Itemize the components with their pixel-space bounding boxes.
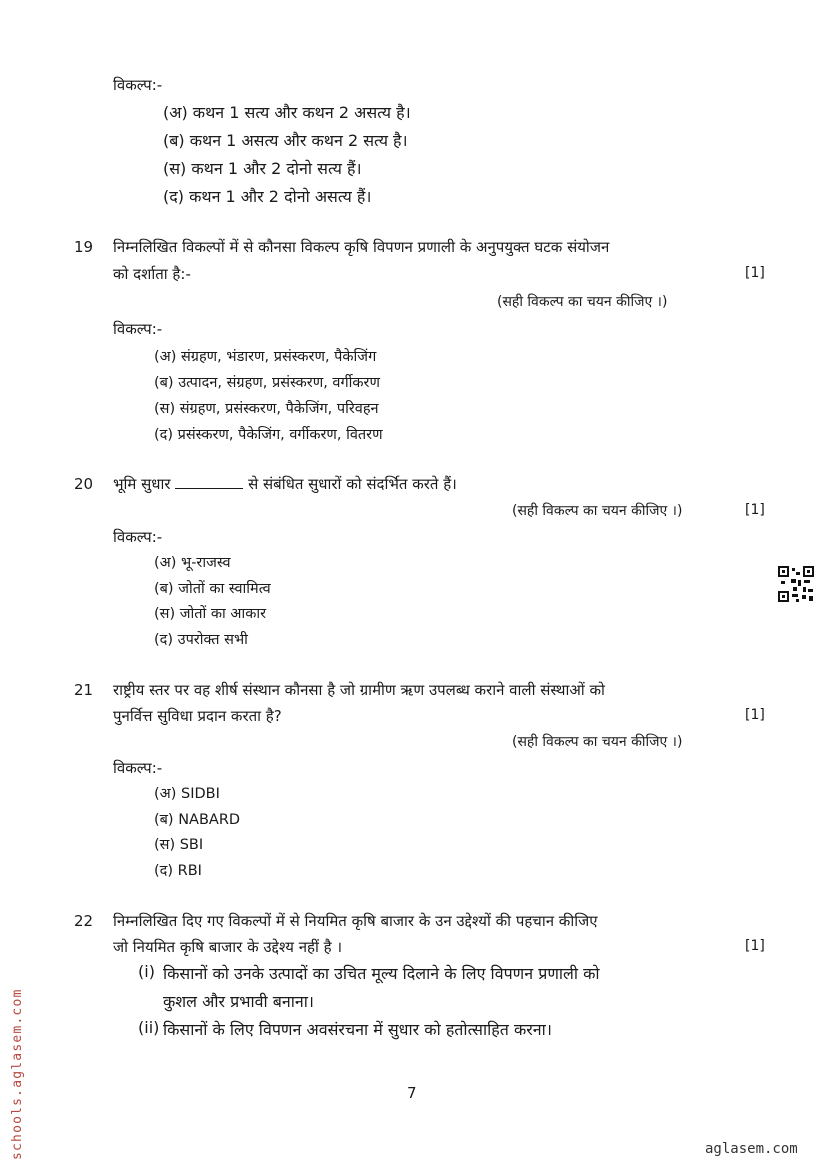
question-number-19: 19 <box>74 238 94 256</box>
question-20-text-after: से संबंधित सुधारों को संदर्भित करते हैं। <box>248 475 457 493</box>
question-20-instruction: (सही विकल्प का चयन कीजिए ।) <box>512 503 683 519</box>
question-number-20: 20 <box>74 475 94 493</box>
question-20-text <box>113 474 457 494</box>
question-20-marks: [1] <box>745 502 765 518</box>
question-19-marks: [1] <box>745 265 765 281</box>
question-number-21: 21 <box>74 681 94 699</box>
options-label: विकल्प:- <box>113 320 163 338</box>
q22-item-1-line1: किसानों को उनके उत्पादों का उचित मूल्य दिलाने के लिए विपणन प्रणाली को <box>163 964 600 983</box>
question-19-line1: निम्नलिखित विकल्पों में से कौनसा विकल्प कृषि विपणन प्रणाली के अनुपयुक्त घटक संयोजन <box>113 238 610 256</box>
question-22-line1: निम्नलिखित दिए गए विकल्पों में से नियमित कृषि बाजार के उन उद्देश्यों की पहचान कीजिए <box>113 912 598 930</box>
qr-code <box>778 566 814 602</box>
page-number: 7 <box>407 1084 417 1102</box>
q19-option-a: (अ) संग्रहण, भंडारण, प्रसंस्करण, पैकेजिंग <box>154 349 377 365</box>
option-a: (अ) कथन 1 सत्य और कथन 2 असत्य है। <box>163 103 411 122</box>
q21-option-c: (स) SBI <box>154 837 204 853</box>
q22-item-1-marker: (i) <box>138 962 155 981</box>
q21-option-b: (ब) NABARD <box>154 812 241 828</box>
footer-url: aglasem.com <box>705 1141 798 1157</box>
question-number-22: 22 <box>74 912 94 930</box>
question-21-line1: राष्ट्रीय स्तर पर वह शीर्ष संस्थान कौनसा है जो ग्रामीण ऋण उपलब्ध कराने वाली संस्थाओं को <box>113 681 605 699</box>
options-label: विकल्प:- <box>113 759 163 777</box>
question-21-instruction: (सही विकल्प का चयन कीजिए ।) <box>512 734 683 750</box>
q21-option-d: (द) RBI <box>154 863 202 879</box>
q20-option-d: (द) उपरोक्त सभी <box>154 632 248 648</box>
option-c: (स) कथन 1 और 2 दोनो सत्य हैं। <box>163 159 362 178</box>
options-label: विकल्प:- <box>113 528 163 546</box>
question-19-instruction: (सही विकल्प का चयन कीजिए ।) <box>497 294 668 310</box>
q21-option-a: (अ) SIDBI <box>154 786 220 802</box>
q19-option-c: (स) संग्रहण, प्रसंस्करण, पैकेजिंग, परिवहन <box>154 401 379 417</box>
fill-blank <box>175 475 243 489</box>
question-19-line2: को दर्शाता है:- <box>113 265 191 283</box>
question-20-text-before: भूमि सुधार <box>113 475 171 493</box>
q19-option-d: (द) प्रसंस्करण, पैकेजिंग, वर्गीकरण, वितरण <box>154 427 383 443</box>
q22-item-2-marker: (ii) <box>138 1018 160 1037</box>
question-22-marks: [1] <box>745 938 765 954</box>
question-21-line2: पुनर्वित्त सुविधा प्रदान करता है? <box>113 707 282 725</box>
question-21-marks: [1] <box>745 707 765 723</box>
q22-item-1-line2: कुशल और प्रभावी बनाना। <box>163 992 314 1011</box>
q20-option-c: (स) जोतों का आकार <box>154 606 267 622</box>
question-22-line2: जो नियमित कृषि बाजार के उद्देश्य नहीं है । <box>113 938 343 956</box>
option-b: (ब) कथन 1 असत्य और कथन 2 सत्य है। <box>163 131 408 150</box>
q20-option-a: (अ) भू-राजस्व <box>154 555 231 571</box>
option-d: (द) कथन 1 और 2 दोनो असत्य हैं। <box>163 187 372 206</box>
q19-option-b: (ब) उत्पादन, संग्रहण, प्रसंस्करण, वर्गीकरण <box>154 375 380 391</box>
options-label: विकल्प:- <box>113 76 163 94</box>
side-watermark-url: schools.aglasem.com <box>10 988 25 1160</box>
q20-option-b: (ब) जोतों का स्वामित्व <box>154 581 271 597</box>
q22-item-2-line1: किसानों के लिए विपणन अवसंरचना में सुधार को हतोत्साहित करना। <box>163 1020 552 1039</box>
